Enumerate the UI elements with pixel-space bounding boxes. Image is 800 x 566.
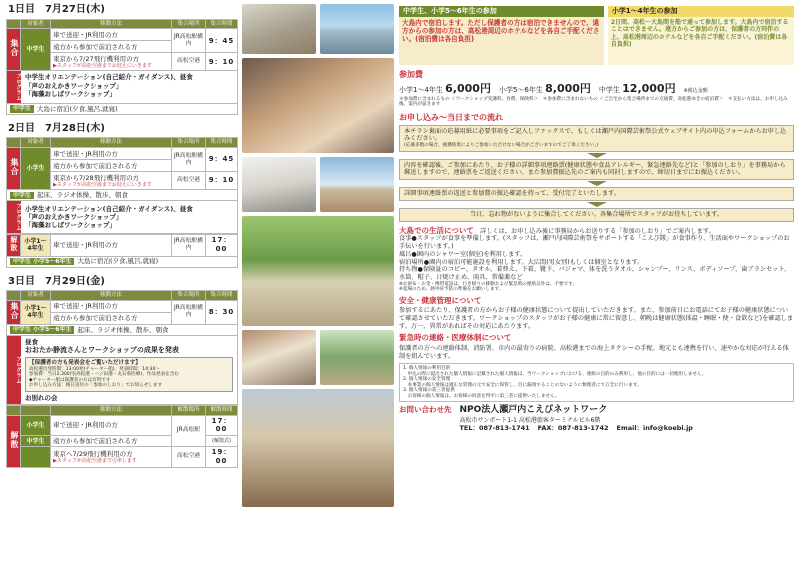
header-place: 集合場所 xyxy=(172,19,206,29)
program-item: 「声のおえかきワークショップ」 xyxy=(25,212,123,221)
table-cell: 遠方から参加で前泊される方 xyxy=(51,312,172,324)
life-line: 宿泊場所●園内の宿泊可能施設を利用します。大広間(男女別)もしくは個室となります。 xyxy=(399,258,644,266)
day1-table xyxy=(6,19,238,72)
table-cell xyxy=(51,447,172,468)
day3-group: 小学1〜4年生 xyxy=(21,300,51,324)
program-item: 「声のおえかきワークショップ」 xyxy=(25,81,123,90)
day2-block xyxy=(6,119,238,268)
header-method: 移動方法 xyxy=(51,138,172,148)
header-place: 集合場所 xyxy=(172,291,206,301)
day3-block xyxy=(6,272,238,468)
flow-step-1 xyxy=(399,125,794,152)
mid-bar: 中学生、小学5〜6年生の参加 xyxy=(399,6,604,17)
privacy-line: 2. 個人情報の安全管理 xyxy=(403,377,451,383)
flow-step-2: 内容を確認後、ご参加にあたり、お子様の詳細事項連絡票(健康状態や食品アレルギー、緊急連絡先など)と「参加のしおり」を事務局から郵送しますので、連絡票をご返送ください。また参加費振込先のご案内も同封しますので、締切日までにお振込ください。 xyxy=(399,159,794,181)
day3-dismiss-label: 解散 xyxy=(10,430,19,449)
presentation-title: おおたか静流さんとワークショップの成果を発表 xyxy=(25,346,179,354)
note-line: お申し込み方法：後日送付の「参加のしおり」でお知らせします xyxy=(29,383,163,389)
dismiss-group: 小学1〜4年生 xyxy=(21,234,51,256)
table-cell: 車で送迎・JR利用の方 xyxy=(51,415,172,436)
photo-group-portrait xyxy=(242,389,394,507)
flow-step-4: 当日、忘れ物がないように集合してください。各集合場所でスタッフがお待ちしています。 xyxy=(399,208,794,222)
photo-beach xyxy=(320,157,394,212)
fee-amount: 6,000円 xyxy=(445,81,491,95)
program-body xyxy=(21,201,237,233)
participation-section xyxy=(399,6,794,65)
day3-header xyxy=(6,272,238,291)
day2-label: 2日目 xyxy=(8,122,35,134)
table-cell: 高松空港 xyxy=(172,447,206,468)
life-line: ※夏場のため、熱中症予防の準備をお願いします。 xyxy=(399,287,504,293)
stay-text: 大島に宿泊(夕食,風呂,就寝) xyxy=(77,257,159,266)
emergency-title: 緊急時の連絡・医療体制について xyxy=(399,333,512,343)
life-section xyxy=(399,226,794,293)
day3-gather-label: 集合 xyxy=(10,301,19,320)
day2-program xyxy=(6,201,238,234)
table-cell: 車で送迎・JR利用の方 xyxy=(51,148,172,160)
flow-step-text: 本チラシ裏面の応募用紙に必要事項をご記入しファックスで、もしくは瀬戸内国際芸術祭公式ウェブサイト内の申込フォームからお申し込みください。 xyxy=(404,127,787,143)
privacy-box xyxy=(399,363,794,402)
day2-gather-label: 集合 xyxy=(10,158,19,177)
table-cell: 車で送迎・JR利用の方 xyxy=(51,234,172,256)
header-dismiss-place: 解散場所 xyxy=(172,405,206,415)
photo-outdoor-group xyxy=(242,216,394,326)
dismiss-group xyxy=(21,447,51,468)
life-line: 持ち物●保険証のコピー、タオル、着替え、下着、靴下、パジャマ、体を洗うタオル、シャンプー、リンス、ボディソープ、歯ブラシセット、水筒、帽子、日焼け止め、雨具、常備薬など xyxy=(399,266,791,281)
fee-amount: 8,000円 xyxy=(545,81,591,95)
privacy-line: 本事業の個人情報は適正な管理の元で安全に保管し、目に漏洩することのないように無理者にて万全に行います。 xyxy=(403,382,642,388)
morning-text: 起床、ラジオ体操、散歩、朝食 xyxy=(77,325,169,334)
day2-date: 7月28日(木) xyxy=(44,122,105,134)
fee-amount: 12,000円 xyxy=(622,81,676,95)
dismiss-group: 小学生 xyxy=(21,415,51,436)
day1-gather-label: 集合 xyxy=(10,39,19,58)
note-title: 【保護者の方も発表会をご覧いただけます】 xyxy=(29,359,141,366)
header-target: 対象者 xyxy=(21,19,51,29)
day2-morning-row xyxy=(6,190,238,201)
org-name: NPO法人瀬戸内こえびネットワーク xyxy=(459,405,608,416)
contact-label: お問い合わせ先 xyxy=(399,405,452,415)
day3-date: 7月29日(金) xyxy=(44,275,105,287)
day3-program xyxy=(6,336,238,405)
program-item: 「海藻おしばワークショップ」 xyxy=(25,221,116,230)
table-cell: 17：00 xyxy=(206,415,238,436)
table-cell: JR高松駅構内 xyxy=(172,29,206,53)
lunch-label: 昼食 xyxy=(25,337,38,346)
row-method: 東京から7/27飛行機利用の方 xyxy=(53,54,140,63)
fee-label: 中学生 xyxy=(598,85,620,94)
mid-text xyxy=(399,17,604,65)
table-cell: 高松空港 xyxy=(172,53,206,71)
table-cell: 遠方から参加で前泊される方 xyxy=(51,41,172,53)
table-cell: 19：00 xyxy=(206,447,238,468)
header-method: 移動方法 xyxy=(51,291,172,301)
table-cell xyxy=(51,172,172,190)
table-cell: (解散式) xyxy=(206,436,238,447)
day1-block xyxy=(6,0,238,115)
note-line: ◆チャーター船は保護者の方は有料です xyxy=(29,377,111,383)
program-label: プログラム xyxy=(7,201,21,233)
contact-line xyxy=(460,424,693,432)
header-time: 集合時間 xyxy=(206,138,238,148)
life-line: 風呂●園内のシャワー室(個室)を利用します。 xyxy=(399,250,527,258)
table-cell: 車で送迎・JR利用の方 xyxy=(51,29,172,41)
header-target: 対象者 xyxy=(21,138,51,148)
note-line: 高松港出発時間：13:00発(チャーター船)、発表時間：14:30〜 xyxy=(29,366,160,372)
schedule-column xyxy=(6,0,238,566)
privacy-line: お客様の個人情報は、お客様の同意を得ずに第三者に提供いたしません。 xyxy=(403,393,560,399)
contact-section xyxy=(399,405,794,432)
day3-morning-row xyxy=(6,325,238,336)
privacy-line: 申込の際に提出された個人情報に記載された個人情報は、当ワークショップにおける、連絡の目的のみ利用し、他の目的には一切使用しません。 xyxy=(403,371,707,377)
flow-step-3: 詳細事項連絡票の返送と参加費の振込確認を持って、受付完了といたします。 xyxy=(399,187,794,201)
life-title: 大島での生活について xyxy=(399,225,474,235)
morning-groups: 中学生 小学5〜6年生 xyxy=(10,326,74,334)
table-cell: 高松空港 xyxy=(172,172,206,190)
flow-arrow xyxy=(587,202,607,207)
table-cell: 遠方から参加で前泊される方 xyxy=(51,160,172,172)
emergency-text: 保護者の方への連絡体制、消防署、市内の最寄りの病院、高松港までの海上タクシーの手配、地元とも連携を行い、速やかな対応が行える体制を組んでいます。 xyxy=(399,344,789,360)
stay-text: 大島に宿泊(夕食,風呂,就寝) xyxy=(37,104,118,113)
photo-column xyxy=(242,0,394,566)
table-cell: 車で送迎・JR利用の方 xyxy=(51,300,172,312)
photo-kids-activity xyxy=(242,157,316,212)
life-line: ※お財布・お金・携帯電話は、行き帰りの移動および緊急時の連絡以外は、不要です。 xyxy=(399,281,578,287)
life-line: 食事●スタッフが食事を準備します。(スタッフは、瀬戸内国際芸術祭をサポートする「こえび隊」が食事作り、生活面やワークショップのお手伝いを行います。) xyxy=(399,235,790,250)
fee-row xyxy=(399,82,794,96)
morning-group: 中学生 xyxy=(10,192,34,200)
day1-stay-row xyxy=(6,104,238,115)
flow-arrow xyxy=(587,153,607,158)
photo-children-group xyxy=(242,4,316,54)
flow-arrow xyxy=(587,181,607,186)
photo-ferry-boat xyxy=(320,4,394,54)
header-method: 移動方法 xyxy=(51,19,172,29)
contact-fax: FAX：087-813-1742 xyxy=(537,424,609,432)
day2-stay-row xyxy=(6,257,238,268)
safety-title: 安全・健康管理について xyxy=(399,295,482,305)
fee-notes: ＊参加費に含まれるもの ＜ワークショップ受講料、食費、保険料＞ ＊参加費に含まれないもの ＜ご自宅から集合場所までの交通費、高松港ゆきの宿泊費＞ ＊支払い方法は、お申し込み後、案内が届きます xyxy=(399,96,788,107)
row-method: 東京から7/28飛行機利用の方 xyxy=(53,173,140,182)
header-place: 集合場所 xyxy=(172,138,206,148)
fee-title: 参加費 xyxy=(399,69,423,79)
life-lead: 詳しくは、お申し込み後に事務局からお送りする「参加のしおり」でご案内します。 xyxy=(480,227,715,235)
day2-header xyxy=(6,119,238,138)
low-text: 2日間、高松〜大島間を船で通って参加します。大島内で宿泊することはできません。遠方からご参加の方は、保護者の方同伴の上、高松港周辺のホテルなどを各自ご手配ください。(宿泊費は各自負担) xyxy=(608,17,794,65)
photo-nature xyxy=(320,330,394,385)
flow-title: お申し込み〜当日までの流れ xyxy=(399,112,503,122)
header-target: 対象者 xyxy=(21,291,51,301)
photo-meal xyxy=(242,330,316,385)
program-body xyxy=(21,336,237,404)
flow-step-note: (応募多数の場合、抽選結果によりご参加いただけない場合がございますのでご了承ください。) xyxy=(404,143,599,148)
program-item: 中学生オリエンテーション(自己紹介・ガイダンス)、昼食 xyxy=(25,73,193,82)
program-label: プログラム xyxy=(7,336,21,404)
day1-date: 7月27日(木) xyxy=(44,4,105,15)
program-label: プログラム xyxy=(7,71,21,103)
contact-email[interactable]: Email：info@koebi.jp xyxy=(616,424,693,432)
program-item: 小学生オリエンテーション(自己紹介・ガイダンス)、昼食 xyxy=(25,204,193,213)
privacy-line: 3. 個人情報の第三者提供 xyxy=(403,388,455,394)
day3-dismiss-table xyxy=(6,405,238,468)
table-cell: 9：45 xyxy=(206,148,238,172)
table-cell: 9：45 xyxy=(206,29,238,53)
info-column xyxy=(399,0,794,566)
org-address: 高松市サンポート1-1 高松港旅客ターミナルビル6階 xyxy=(459,416,601,424)
row-note: ▶スタッフが高松空港まで引率します xyxy=(53,458,137,465)
table-cell: 9：10 xyxy=(206,172,238,190)
table-cell: 8：30 xyxy=(206,300,238,324)
table-cell: JR高松駅構内 xyxy=(172,234,206,256)
table-cell xyxy=(51,53,172,71)
day2-dismiss-table xyxy=(6,234,238,257)
table-cell: JR高松駅構内 xyxy=(172,148,206,172)
row-method: 東京へ7/29飛行機利用の方 xyxy=(53,449,133,458)
day3-label: 3日目 xyxy=(8,275,35,287)
table-cell: 9：10 xyxy=(206,53,238,71)
stay-groups: 中学生 小学5〜6年生 xyxy=(10,258,74,266)
note-line: 参加費：当日2,300円(高松港・ハジ田港・丸石県医療)、作品発表を含む xyxy=(29,372,179,378)
row-note: ▶スタッフが高松空港までお迎えにいきます xyxy=(53,181,152,188)
day2-group: 小学生 xyxy=(21,148,51,190)
table-cell: 17：00 xyxy=(206,234,238,256)
day1-label: 1日目 xyxy=(8,4,35,15)
parent-note-box xyxy=(25,357,233,392)
fee-tax: ※税込金額 xyxy=(683,87,708,94)
stay-group: 中学生 xyxy=(10,105,34,113)
table-cell: JR高松駅 xyxy=(172,415,206,447)
day2-dismiss-label: 解散 xyxy=(9,235,18,252)
program-body xyxy=(21,71,237,103)
fee-label: 小学5〜6年生 xyxy=(498,85,543,94)
low-bar: 小学1〜4年生の参加 xyxy=(608,6,794,17)
day1-program xyxy=(6,71,238,104)
fee-label: 小学1〜4年生 xyxy=(399,85,443,94)
day3-table xyxy=(6,290,238,325)
photo-workshop-table xyxy=(242,58,394,153)
day2-table xyxy=(6,137,238,190)
day1-group: 中学生 xyxy=(21,29,51,71)
mid-text-body: 大島内で宿泊します。ただし保護者の方は宿泊できませんので、遠方からの参加の方は、高松港周辺のホテルなどを各自ご手配ください。(宿泊費は各自負担) xyxy=(402,18,600,44)
table-cell: 遠方から参加で前泊される方 xyxy=(51,436,172,447)
header-method: 移動方法 xyxy=(51,405,172,415)
dismiss-group: 中学生 xyxy=(21,436,51,447)
morning-text: 起床、ラジオ体操、散歩、朝食 xyxy=(37,191,129,200)
header-time: 集合時間 xyxy=(206,291,238,301)
privacy-line: 1. 個人情報の利用目的 xyxy=(403,366,451,372)
day1-header xyxy=(6,0,238,19)
table-cell: JR高松駅構内 xyxy=(172,300,206,324)
header-time: 集合時間 xyxy=(206,19,238,29)
safety-text: 参加するにあたり、保護者の方からお子様の健康状態について提出していただきます。また、参加前日にお電話にてお子様の健康状態について確認させていただきます。ワークショップのスタッフがお子様の健康に常に留意し、朝晩は健康状態(体温・睡眠・便・食欲など)を確認します。万一、異常があればその対応にあたります。 xyxy=(399,307,794,330)
contact-tel: TEL：087-813-1741 xyxy=(459,424,530,432)
header-dismiss-time: 解散時間 xyxy=(206,405,238,415)
program-item: 「海藻おしばワークショップ」 xyxy=(25,89,116,98)
row-note: ▶スタッフが高松空港までお迎えにいきます xyxy=(53,62,152,69)
farewell-label: お別れの会 xyxy=(25,393,58,402)
